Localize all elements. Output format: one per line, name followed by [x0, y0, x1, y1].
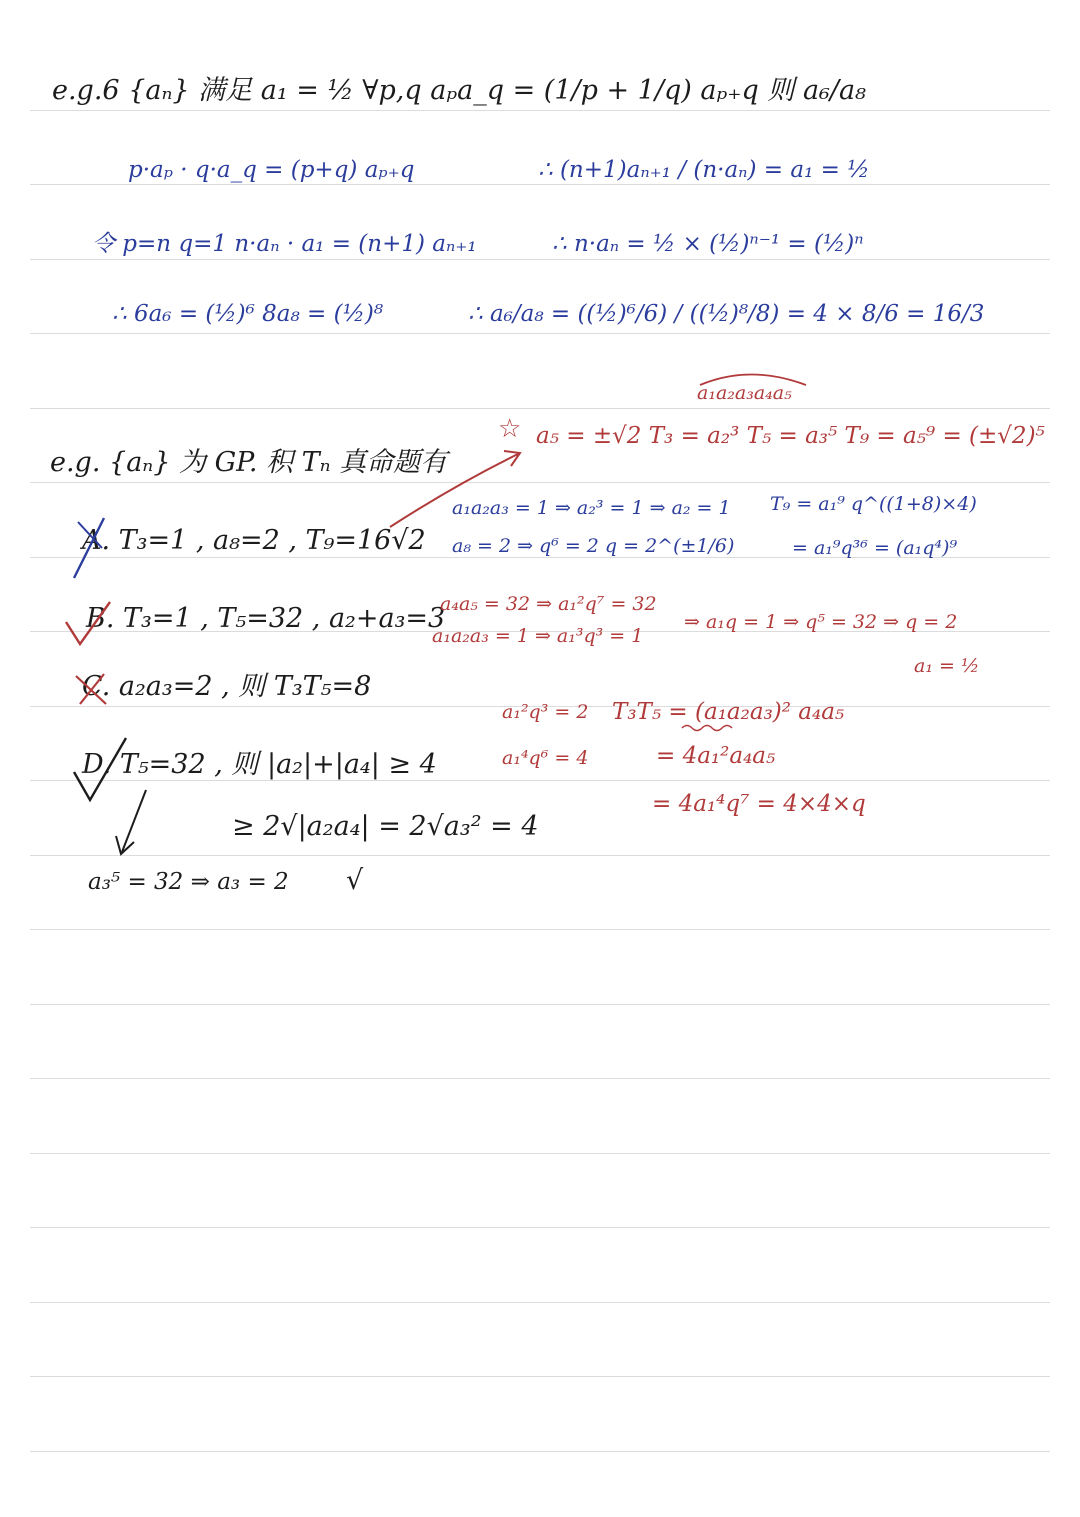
example6-step6: ∴ a₆/a₈ = ((½)⁶/6) / ((½)⁸/8) = 4 × 8/6 = 16/3 — [468, 301, 985, 327]
option-b-check — [66, 602, 110, 644]
option-a-cross — [74, 518, 104, 578]
a-line2: a₈ = 2 ⇒ q⁶ = 2 q = 2^(±1/6) — [452, 535, 735, 557]
example6-step1: p·aₚ · q·a_q = (p+q) aₚ₊q — [128, 157, 415, 183]
c-line2: a₁⁴q⁶ = 4 — [502, 747, 589, 769]
overbrace-arc — [700, 375, 806, 386]
option-d: D. T₅=32 , 则 |a₂|+|a₄| ≥ 4 — [82, 749, 437, 780]
example6-step5: ∴ n·aₙ = ½ × (½)ⁿ⁻¹ = (½)ⁿ — [552, 231, 864, 257]
option-a: A. T₃=1 , a₈=2 , T₉=16√2 — [82, 525, 426, 556]
option-c: C. a₂a₃=2 , 则 T₃T₅=8 — [82, 671, 372, 702]
a-t9-line2: = a₁⁹q³⁶ = (a₁q⁴)⁹ — [792, 537, 958, 559]
b-line2: a₁a₂a₃ = 1 ⇒ a₁³q³ = 1 — [432, 625, 644, 647]
overbrace-label: a₁a₂a₃a₄a₅ — [697, 382, 792, 404]
example6-step4: ∴ (n+1)aₙ₊₁ / (n·aₙ) = a₁ = ½ — [538, 157, 870, 183]
example7-problem: e.g. {aₙ} 为 GP. 积 Tₙ 真命题有 — [50, 447, 448, 478]
b-line1: a₄a₅ = 32 ⇒ a₁²q⁷ = 32 — [440, 593, 657, 615]
option-c-cross — [76, 674, 106, 704]
d-check-mark: √ — [346, 865, 364, 896]
b-line3: ⇒ a₁q = 1 ⇒ q⁵ = 32 ⇒ q = 2 — [684, 611, 958, 633]
a-t9-line1: T₉ = a₁⁹ q^((1+8)×4) — [770, 493, 977, 515]
c-line3: T₃T₅ = (a₁a₂a₃)² a₄a₅ — [612, 699, 845, 725]
c-line5: = 4a₁⁴q⁷ = 4×4×q — [652, 791, 866, 817]
d-step1: ≥ 2√|a₂a₄| = 2√a₃² = 4 — [232, 811, 539, 842]
a-line1: a₁a₂a₃ = 1 ⇒ a₂³ = 1 ⇒ a₂ = 1 — [452, 497, 731, 519]
example6-step2: 令 p=n q=1 n·aₙ · a₁ = (n+1) aₙ₊₁ — [92, 231, 477, 257]
example6-step3: ∴ 6a₆ = (½)⁶ 8a₈ = (½)⁸ — [112, 301, 384, 327]
b-line4: a₁ = ½ — [914, 655, 980, 677]
star-icon: ☆ — [498, 414, 522, 444]
option-d-check — [74, 738, 126, 800]
star-line: a₅ = ±√2 T₃ = a₂³ T₅ = a₃⁵ T₉ = a₅⁹ = (±√2)⁵ — [536, 423, 1045, 449]
d-step2: a₃⁵ = 32 ⇒ a₃ = 2 — [88, 869, 289, 895]
example6-problem: e.g.6 {aₙ} 满足 a₁ = ½ ∀p,q aₚa_q = (1/p + 1/q) aₚ₊q 则 a₆/a₈ — [52, 75, 866, 106]
down-arrow — [116, 790, 146, 854]
red-arrow — [390, 451, 520, 527]
c-line1: a₁²q³ = 2 — [502, 701, 589, 723]
wavy-underline — [682, 726, 732, 731]
c-line4: = 4a₁²a₄a₅ — [656, 743, 776, 769]
option-b: B. T₃=1 , T₅=32 , a₂+a₃=3 — [86, 603, 446, 634]
